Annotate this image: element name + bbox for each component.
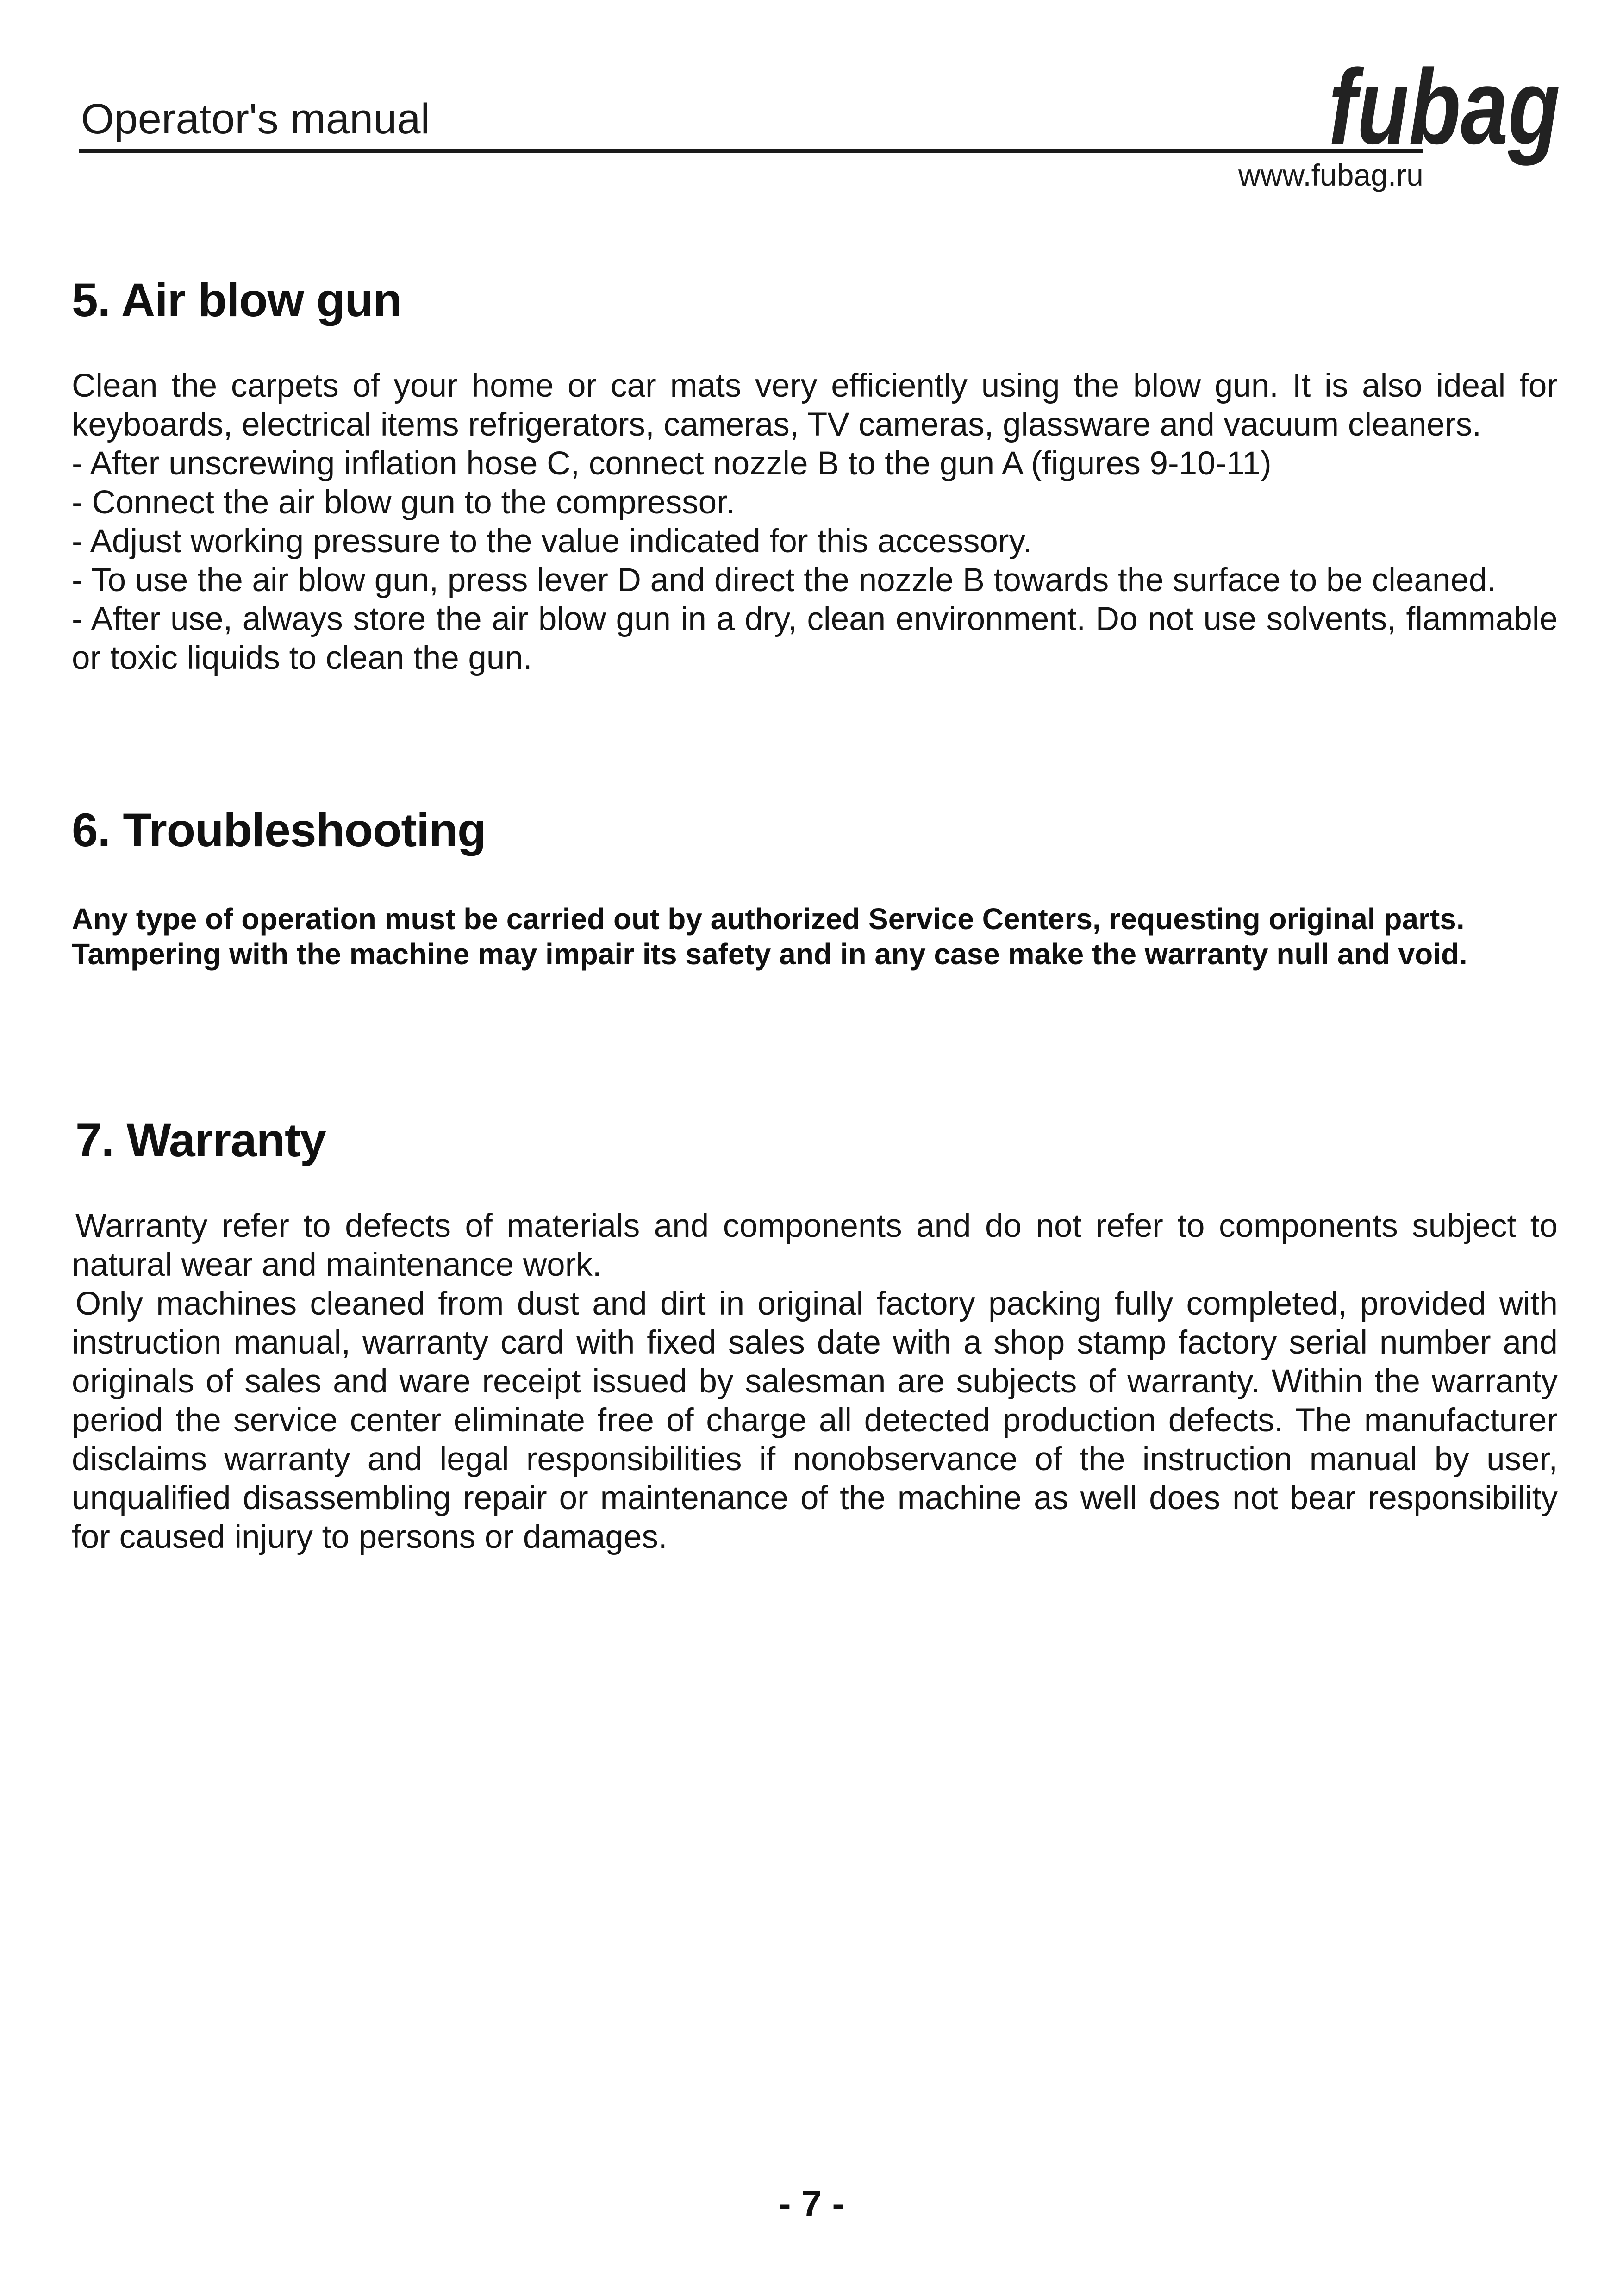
intro-paragraph: Clean the carpets of your home or car mats very efficiently using the blow gun. It is also ideal for keyboards, electrical items refrigerators, cameras, TV cameras, glassware and vacuum cleaners. bbox=[72, 368, 1558, 443]
section-body bbox=[72, 1207, 1558, 1557]
service-warning: Any type of operation must be carried out by authorized Service Centers, requesting original parts. Tampering with the machine may impair its safety and in any case make the warranty null and void. bbox=[72, 902, 1467, 971]
section-troubleshooting bbox=[72, 803, 1558, 972]
warranty-paragraph: Warranty refer to defects of materials and components and do not refer to components subject to natural wear and maintenance work. bbox=[72, 1208, 1558, 1283]
section-air-blow-gun bbox=[72, 273, 1558, 678]
document-title: Operator's manual bbox=[81, 95, 430, 143]
website-url: www.fubag.ru bbox=[1238, 158, 1423, 192]
instruction-step: - After use, always store the air blow gun in a dry, clean environment. Do not use solvents, flammable or toxic liquids to clean the gun. bbox=[72, 601, 1558, 676]
instruction-step: - After unscrewing inflation hose C, connect nozzle B to the gun A (figures 9-10-11) bbox=[72, 445, 1272, 482]
brand-logo-text: fubag bbox=[1329, 47, 1560, 166]
section-heading: 7. Warranty bbox=[75, 1114, 326, 1167]
instruction-step: - To use the air blow gun, press lever D and direct the nozzle B towards the surface to be cleaned. bbox=[72, 562, 1497, 599]
section-warranty bbox=[72, 1113, 1558, 1557]
header-divider bbox=[79, 149, 1423, 153]
section-heading: 5. Air blow gun bbox=[72, 274, 402, 326]
section-heading: 6. Troubleshooting bbox=[72, 804, 486, 856]
page-number: - 7 - bbox=[778, 2183, 845, 2224]
brand-logo bbox=[1324, 44, 1565, 169]
instruction-step: - Adjust working pressure to the value indicated for this accessory. bbox=[72, 523, 1032, 560]
warranty-paragraph: Only machines cleaned from dust and dirt in original factory packing fully completed, provided with instruction manual, warranty card with fixed sales date with a shop stamp factory serial number and originals of sales and ware receipt issued by salesman are subjects of warranty. Within the warranty period the service center eliminate free of charge all detected production defects. The manufacturer disclaims warranty and legal responsibilities if nonobservance of the instruction manual by user, unqualified disassembling repair or maintenance of the machine as well does not bear responsibility for caused injury to persons or damages. bbox=[72, 1285, 1558, 1555]
instruction-step: - Connect the air blow gun to the compressor. bbox=[72, 484, 735, 521]
section-body bbox=[72, 367, 1558, 678]
